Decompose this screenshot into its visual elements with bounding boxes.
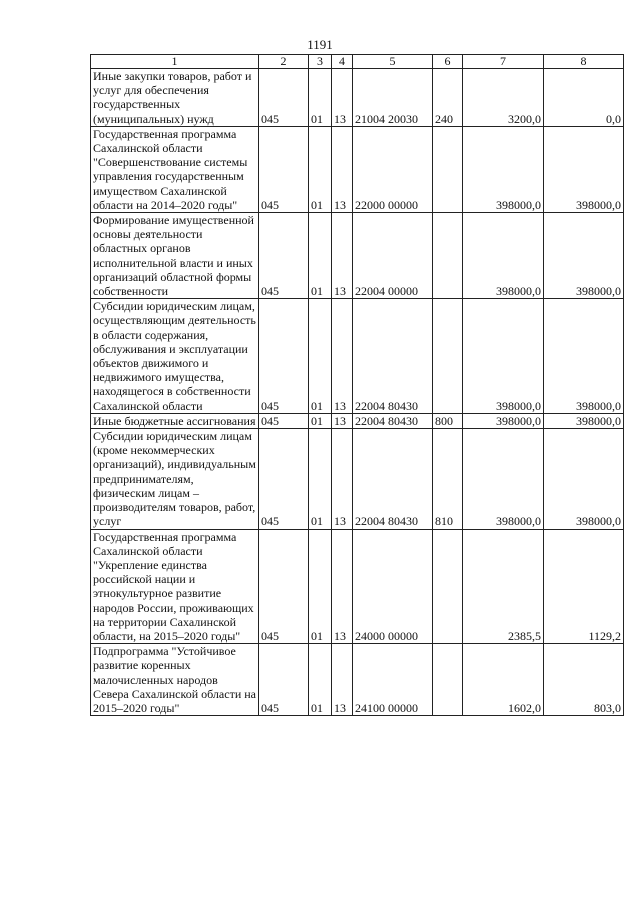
row-name: Иные закупки товаров, работ и услуг для обеспечения государственных (муниципальных) нужд — [91, 69, 259, 127]
ministry-code: 045 — [259, 69, 309, 127]
row-name: Государственная программа Сахалинской области "Совершенствование системы управления государственным имуществом Сахалинской области на 2014–2020 годы" — [91, 126, 259, 212]
column-header: 2 — [259, 55, 309, 69]
amount-col8: 398000,0 — [544, 429, 624, 529]
column-header: 3 — [309, 55, 332, 69]
amount-col7: 398000,0 — [463, 213, 544, 299]
ministry-code: 045 — [259, 299, 309, 414]
subsection-code: 13 — [332, 644, 353, 716]
target-article-code: 22004 80430 — [353, 299, 433, 414]
section-code: 01 — [309, 413, 332, 428]
amount-col8: 1129,2 — [544, 529, 624, 644]
row-name: Субсидии юридическим лицам (кроме некоммерческих организаций), индивидуальным предпринимателям, физическим лицам – производителям товаров, работ, услуг — [91, 429, 259, 529]
expense-type-code — [433, 644, 463, 716]
target-article-code: 24000 00000 — [353, 529, 433, 644]
section-code: 01 — [309, 213, 332, 299]
subsection-code: 13 — [332, 69, 353, 127]
amount-col7: 2385,5 — [463, 529, 544, 644]
expense-type-code: 800 — [433, 413, 463, 428]
expense-type-code: 240 — [433, 69, 463, 127]
ministry-code: 045 — [259, 213, 309, 299]
row-name: Иные бюджетные ассигнования — [91, 413, 259, 428]
ministry-code: 045 — [259, 413, 309, 428]
column-header: 7 — [463, 55, 544, 69]
amount-col8: 398000,0 — [544, 413, 624, 428]
amount-col8: 398000,0 — [544, 213, 624, 299]
row-name: Государственная программа Сахалинской области "Укрепление единства российской нации и этнокультурное развитие народов России, проживающих на территории Сахалинской области, на 2015–2020 годы" — [91, 529, 259, 644]
amount-col8: 398000,0 — [544, 126, 624, 212]
row-name: Формирование имущественной основы деятельности областных органов исполнительной власти и иных организаций областной формы собственности — [91, 213, 259, 299]
row-name: Субсидии юридическим лицам, осуществляющим деятельность в области содержания, обслуживания и эксплуатации объектов движимого и недвижимого имущества, находящегося в собственности Сахалинской области — [91, 299, 259, 414]
subsection-code: 13 — [332, 213, 353, 299]
target-article-code: 22004 00000 — [353, 213, 433, 299]
column-header: 5 — [353, 55, 433, 69]
subsection-code: 13 — [332, 413, 353, 428]
expense-type-code — [433, 529, 463, 644]
subsection-code: 13 — [332, 126, 353, 212]
table-row — [91, 299, 624, 414]
target-article-code: 24100 00000 — [353, 644, 433, 716]
table-row — [91, 126, 624, 212]
section-code: 01 — [309, 429, 332, 529]
target-article-code: 21004 20030 — [353, 69, 433, 127]
subsection-code: 13 — [332, 529, 353, 644]
ministry-code: 045 — [259, 529, 309, 644]
table-row — [91, 213, 624, 299]
column-header: 4 — [332, 55, 353, 69]
expense-type-code — [433, 299, 463, 414]
amount-col8: 803,0 — [544, 644, 624, 716]
table-row — [91, 529, 624, 644]
amount-col7: 1602,0 — [463, 644, 544, 716]
expense-type-code — [433, 213, 463, 299]
amount-col7: 398000,0 — [463, 126, 544, 212]
target-article-code: 22004 80430 — [353, 429, 433, 529]
table-header-row — [91, 55, 624, 69]
expense-type-code: 810 — [433, 429, 463, 529]
ministry-code: 045 — [259, 126, 309, 212]
table-row — [91, 644, 624, 716]
section-code: 01 — [309, 529, 332, 644]
column-header: 8 — [544, 55, 624, 69]
row-name: Подпрограмма "Устойчивое развитие коренных малочисленных народов Севера Сахалинской области на 2015–2020 годы" — [91, 644, 259, 716]
section-code: 01 — [309, 126, 332, 212]
table-row — [91, 413, 624, 428]
amount-col7: 398000,0 — [463, 299, 544, 414]
column-header: 1 — [91, 55, 259, 69]
ministry-code: 045 — [259, 429, 309, 529]
target-article-code: 22000 00000 — [353, 126, 433, 212]
page-number: 1191 — [307, 37, 333, 52]
subsection-code: 13 — [332, 429, 353, 529]
ministry-code: 045 — [259, 644, 309, 716]
budget-table — [90, 54, 624, 716]
amount-col7: 398000,0 — [463, 429, 544, 529]
table-row — [91, 429, 624, 529]
amount-col7: 398000,0 — [463, 413, 544, 428]
subsection-code: 13 — [332, 299, 353, 414]
amount-col7: 3200,0 — [463, 69, 544, 127]
section-code: 01 — [309, 644, 332, 716]
amount-col8: 0,0 — [544, 69, 624, 127]
section-code: 01 — [309, 69, 332, 127]
expense-type-code — [433, 126, 463, 212]
target-article-code: 22004 80430 — [353, 413, 433, 428]
column-header: 6 — [433, 55, 463, 69]
section-code: 01 — [309, 299, 332, 414]
table-row — [91, 69, 624, 127]
amount-col8: 398000,0 — [544, 299, 624, 414]
